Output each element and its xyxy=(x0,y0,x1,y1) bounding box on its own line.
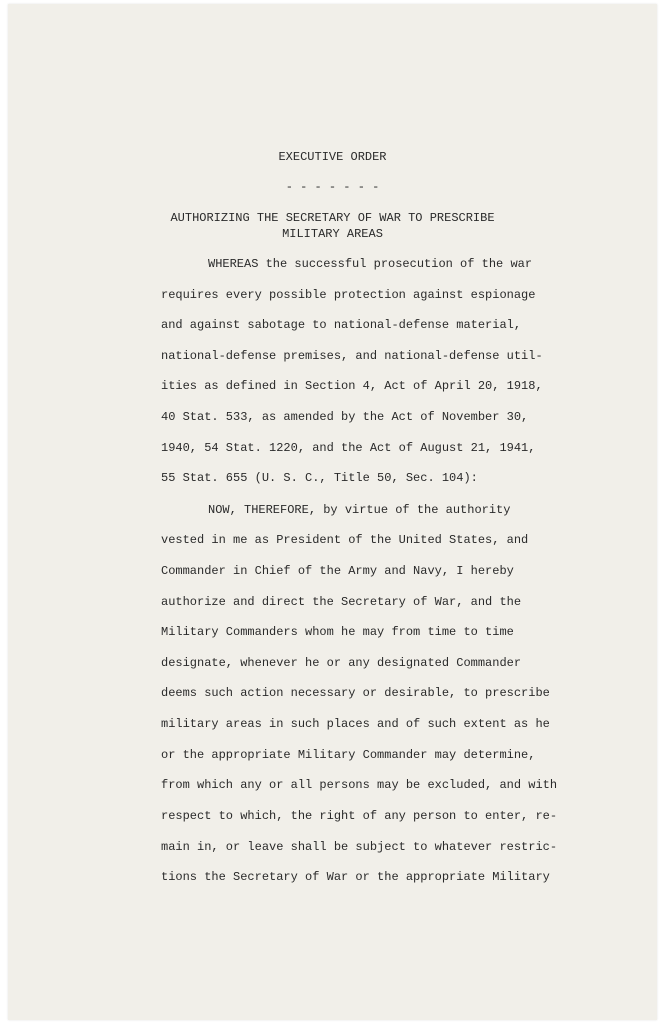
paragraph-2-line: designate, whenever he or any designated Commander xyxy=(161,656,522,670)
paragraph-2-line: Commander in Chief of the Army and Navy, I hereby xyxy=(161,564,514,578)
paragraph-1-line: 55 Stat. 655 (U. S. C., Title 50, Sec. 104): xyxy=(161,471,478,485)
paragraph-2-line: from which any or all persons may be excluded, and with xyxy=(161,778,558,792)
paragraph-1-line: national-defense premises, and national-defense util- xyxy=(161,349,543,363)
paragraph-2-line: deems such action necessary or desirable, to prescribe xyxy=(161,686,550,700)
paragraph-2-line: main in, or leave shall be subject to whatever restric- xyxy=(161,840,558,854)
paragraph-1-line: 40 Stat. 533, as amended by the Act of November 30, xyxy=(161,410,529,424)
paragraph-2-line: authorize and direct the Secretary of War, and the xyxy=(161,595,522,609)
paragraph-1-line: WHEREAS the successful prosecution of the war xyxy=(208,257,533,271)
paragraph-2-line: vested in me as President of the United States, and xyxy=(161,533,529,547)
paragraph-2-line: Military Commanders whom he may from time to time xyxy=(161,625,514,639)
paragraph-2-line: military areas in such places and of such extent as he xyxy=(161,717,550,731)
document-title: EXECUTIVE ORDER xyxy=(278,150,387,164)
subtitle-line: MILITARY AREAS xyxy=(282,227,383,241)
paragraph-2-line: NOW, THEREFORE, by virtue of the authority xyxy=(208,503,511,517)
paragraph-2-line: respect to which, the right of any person to enter, re- xyxy=(161,809,558,823)
paragraph-1-line: requires every possible protection against espionage xyxy=(161,288,536,302)
paragraph-1-line: and against sabotage to national-defense material, xyxy=(161,318,522,332)
paragraph-2-line: or the appropriate Military Commander may determine, xyxy=(161,748,536,762)
paragraph-2-line: tions the Secretary of War or the appropriate Military xyxy=(161,870,550,884)
subtitle-line: AUTHORIZING THE SECRETARY OF WAR TO PRESCRIBE xyxy=(170,211,495,225)
title-separator: - - - - - - - xyxy=(285,180,380,194)
paragraph-1-line: 1940, 54 Stat. 1220, and the Act of August 21, 1941, xyxy=(161,441,536,455)
paragraph-1-line: ities as defined in Section 4, Act of April 20, 1918, xyxy=(161,379,543,393)
